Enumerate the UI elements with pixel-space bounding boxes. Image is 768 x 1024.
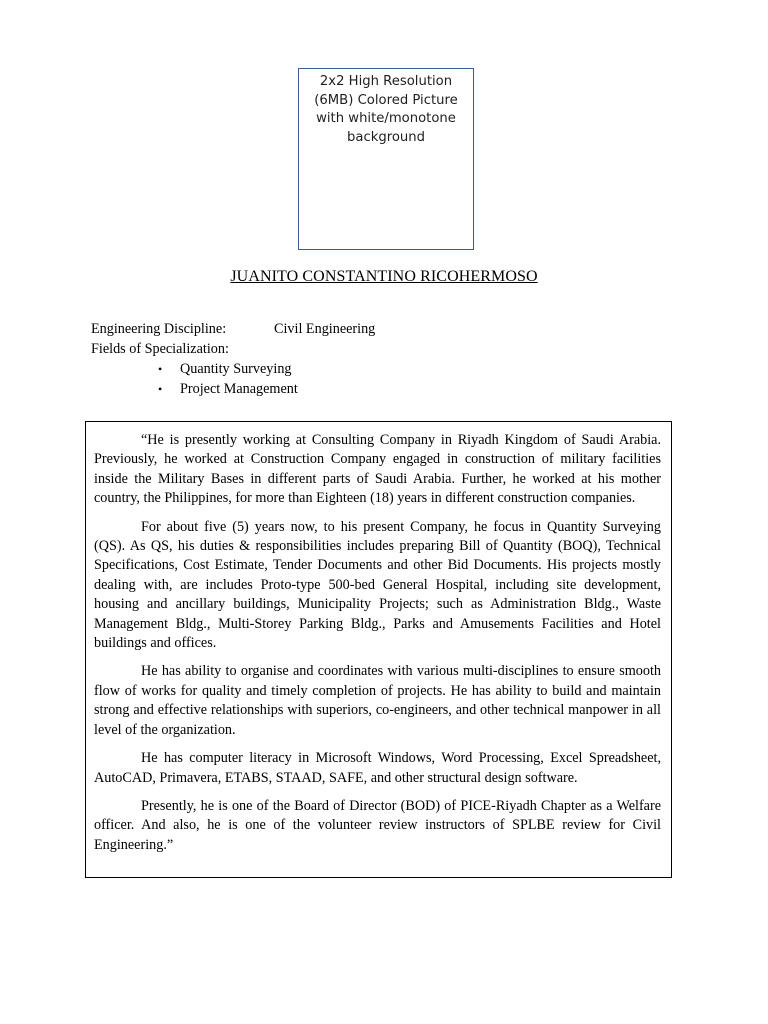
profile-paragraph: “He is presently working at Consulting Company in Riyadh Kingdom of Saudi Arabia. Previously, he worked at Construction Company engaged in construction of military facilities inside the Military Bases in different parts of Saudi Arabia. Further, he worked at his mother country, the Philippines, for more than Eighteen (18) years in different construction companies. xyxy=(94,432,661,507)
profile-summary-box xyxy=(85,421,672,878)
photo-placeholder-text: 2x2 High Resolution (6MB) Colored Picture with white/monotone background xyxy=(314,74,458,145)
specialization-item: Quantity Surveying xyxy=(180,361,292,377)
list-item xyxy=(91,379,375,399)
specialization-list xyxy=(91,359,375,399)
profile-paragraph: He has computer literacy in Microsoft Windows, Word Processing, Excel Spreadsheet, AutoCAD, Primavera, ETABS, STAAD, SAFE, and other structural design software. xyxy=(94,750,661,786)
discipline-row xyxy=(91,319,375,339)
specialization-label: Fields of Specialization: xyxy=(91,341,229,357)
person-name: JUANITO CONSTANTINO RICOHERMOSO xyxy=(230,268,538,285)
profile-paragraph: Presently, he is one of the Board of Director (BOD) of PICE-Riyadh Chapter as a Welfare officer. And also, he is one of the volunteer review instructors of SPLBE review for Civil Engineering.” xyxy=(94,797,661,853)
photo-placeholder xyxy=(298,68,474,250)
profile-paragraph: He has ability to organise and coordinates with various multi-disciplines to ensure smooth flow of works for quality and timely completion of projects. He has ability to build and maintain strong and effective relationships with superiors, co-engineers, and other technical manpower in all level of the organization. xyxy=(94,663,661,738)
profile-paragraph: For about five (5) years now, to his present Company, he focus in Quantity Surveying (QS). As QS, his duties & responsibilities includes preparing Bill of Quantity (BOQ), Technical Specifications, Cost Estimate, Tender Documents and other Bid Documents. His projects mostly dealing with, are includes Proto-type 500-bed General Hospital, including site development, housing and ancillary buildings, Municipality Projects; such as Administration Bldg., Waste Management Bldg., Multi-Storey Parking Bldg., Parks and Amusements Facilities and Hotel buildings and offices. xyxy=(94,518,661,652)
bullet-icon: • xyxy=(158,362,163,376)
discipline-label: Engineering Discipline: xyxy=(91,321,227,337)
discipline-value: Civil Engineering xyxy=(274,321,376,337)
list-item xyxy=(91,359,375,379)
bullet-icon: • xyxy=(158,382,163,396)
engineering-info xyxy=(91,319,375,399)
specialization-item: Project Management xyxy=(180,381,298,397)
